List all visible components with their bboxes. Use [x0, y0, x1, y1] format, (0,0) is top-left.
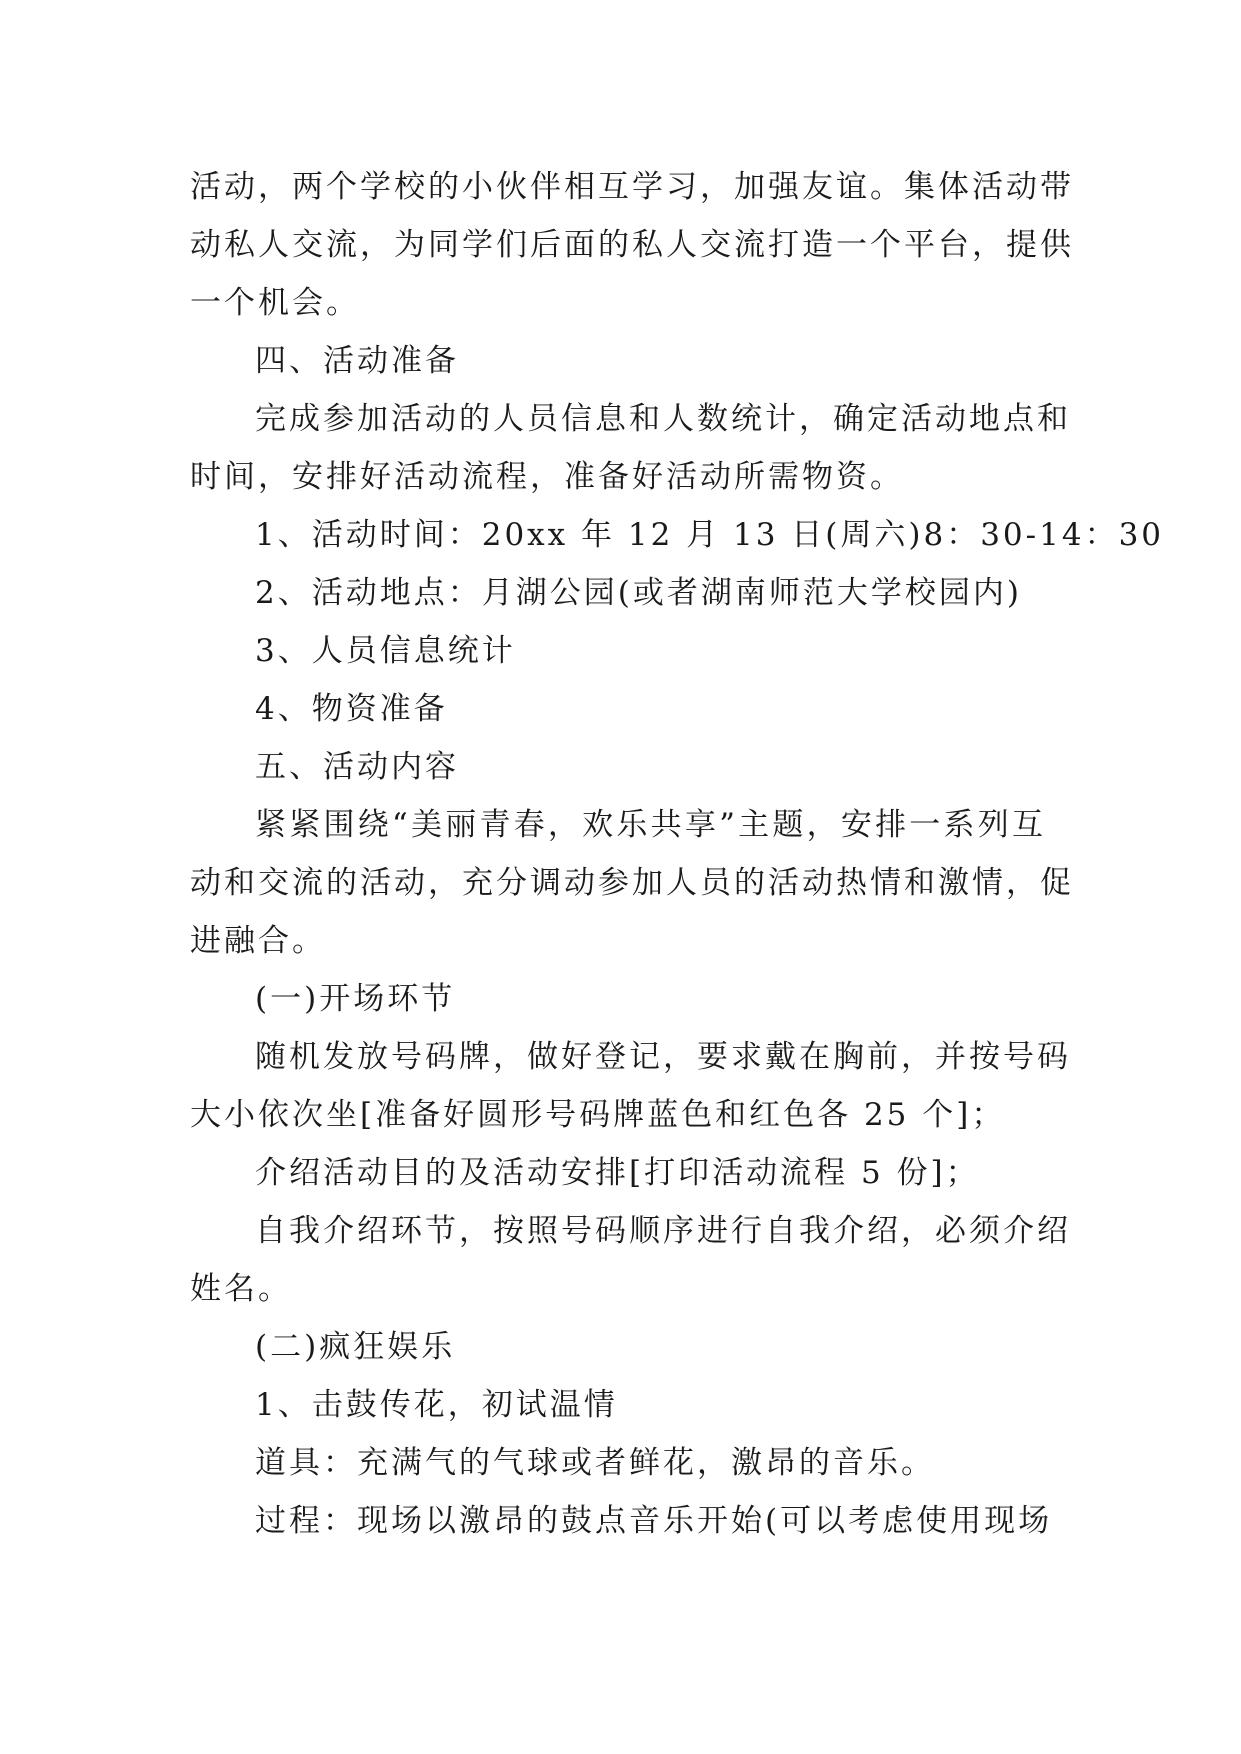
paragraph-line: 进融合。	[190, 923, 326, 959]
paragraph-line: 随机发放号码牌，做好登记，要求戴在胸前，并按号码	[255, 1039, 1071, 1075]
paragraph-line: 活动，两个学校的小伙伴相互学习，加强友谊。集体活动带	[190, 169, 1074, 205]
list-item: 4、物资准备	[255, 691, 448, 727]
document-body	[190, 158, 1165, 1550]
paragraph-line: 过程：现场以激昂的鼓点音乐开始(可以考虑使用现场	[255, 1503, 1053, 1539]
paragraph-line: 动私人交流，为同学们后面的私人交流打造一个平台，提供	[190, 227, 1074, 263]
section-heading: 四、活动准备	[255, 343, 459, 379]
paragraph-line: 介绍活动目的及活动安排[打印活动流程 5 份]；	[255, 1155, 980, 1191]
list-item: 2、活动地点：月湖公园(或者湖南师范大学校园内)	[255, 575, 1022, 611]
paragraph-line: 姓名。	[190, 1271, 292, 1307]
list-item: 1、活动时间：20xx 年 12 月 13 日(周六)8：30-14：30	[255, 517, 1165, 553]
paragraph-line: 自我介绍环节，按照号码顺序进行自我介绍，必须介绍	[255, 1213, 1071, 1249]
paragraph-line: 道具：充满气的气球或者鲜花，激昂的音乐。	[255, 1445, 935, 1481]
list-item: 1、击鼓传花，初试温情	[255, 1387, 618, 1423]
section-heading: 五、活动内容	[255, 749, 459, 785]
subsection-heading: (二)疯狂娱乐	[255, 1329, 456, 1365]
paragraph-line: 时间，安排好活动流程，准备好活动所需物资。	[190, 459, 904, 495]
paragraph-line: 动和交流的活动，充分调动参加人员的活动热情和激情，促	[190, 865, 1074, 901]
paragraph-line: 紧紧围绕“美丽青春，欢乐共享”主题，安排一系列互	[255, 807, 1046, 843]
subsection-heading: (一)开场环节	[255, 981, 456, 1017]
list-item: 3、人员信息统计	[255, 633, 516, 669]
paragraph-line: 大小依次坐[准备好圆形号码牌蓝色和红色各 25 个]；	[190, 1097, 1006, 1133]
paragraph-line: 完成参加活动的人员信息和人数统计，确定活动地点和	[255, 401, 1071, 437]
paragraph-line: 一个机会。	[190, 285, 360, 321]
